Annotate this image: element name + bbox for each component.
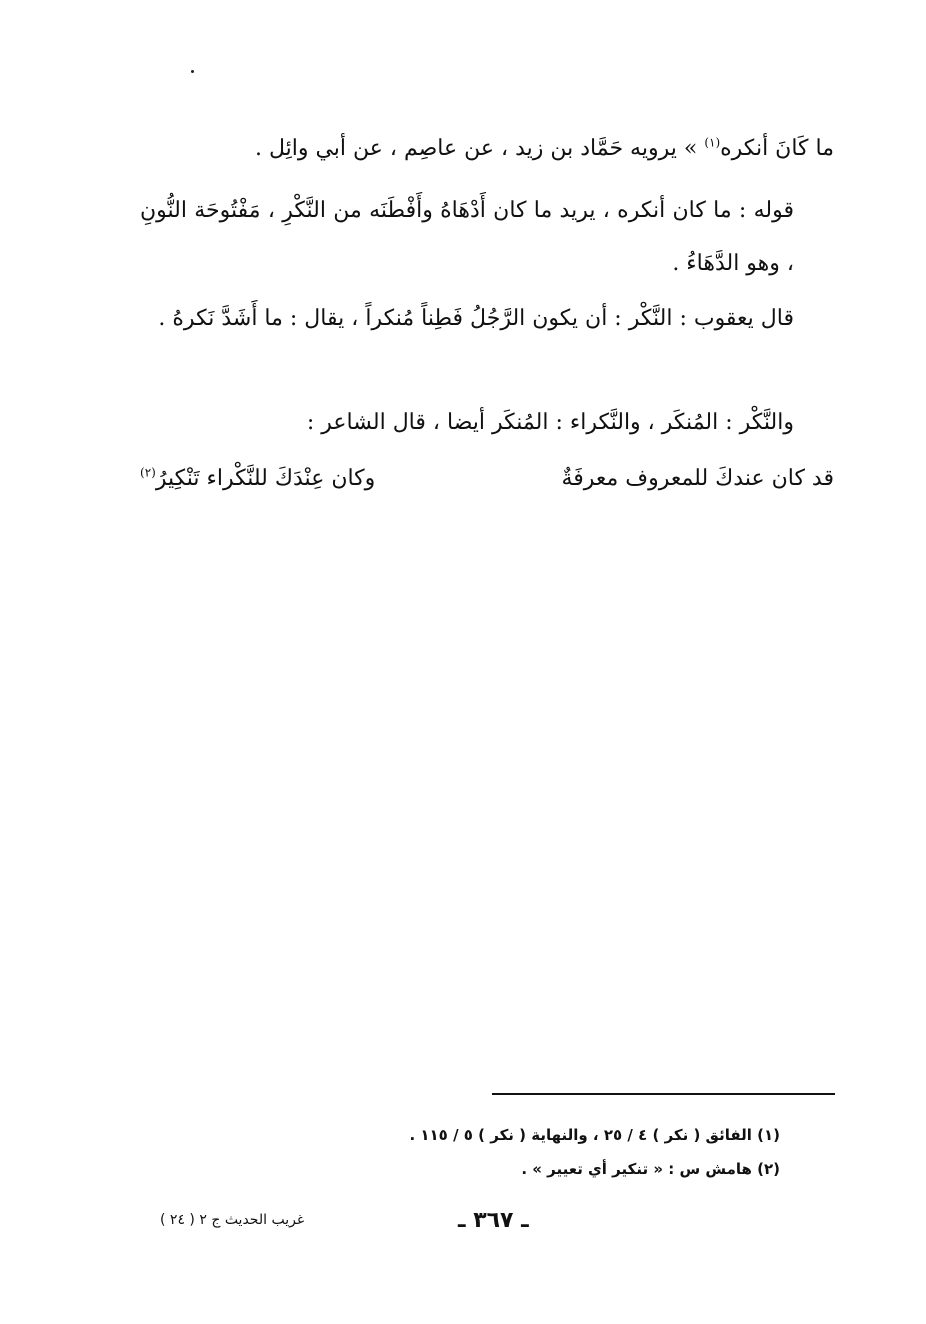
footnote-ref-1: (١) — [704, 135, 721, 150]
book-title: غريب الحديث ج ٢ ( ٢٤ ) — [160, 1212, 305, 1228]
verse-second-hemistich-text: وكان عِنْدَكَ للنَّكْراء تَنْكِيرُ — [155, 466, 376, 491]
verse-first-hemistich: قد كان عندكَ للمعروف معرفَةٌ — [561, 466, 834, 491]
paragraph-2: قوله : ما كان أنكره ، يريد ما كان أَدْهَاهُ وأَفْطَنَه من النَّكْرِ ، مَفْتُوحَة النُّونِ ، وهو الدَّهَاءُ . — [140, 198, 794, 276]
footnote-1: (١) الفائق ( نكر ) ٤ / ٢٥ ، والنهاية ( نكر ) ٥ / ١١٥ . — [409, 1126, 780, 1144]
paragraph-3: قال يعقوب : النَّكْر : أن يكون الرَّجُلُ فَطِناً مُنكراً ، يقال : ما أَشَدَّ نَكرهُ . — [158, 306, 794, 331]
footnote-2: (٢) هامش س : « تنكير أي تعيير » . — [521, 1160, 780, 1178]
paragraph-1-main: ما كَانَ أنكره — [720, 136, 834, 161]
stray-dot — [191, 70, 194, 73]
paragraph-1-rest: » يرويه حَمَّاد بن زيد ، عن عاصِم ، عن أبي وائِل . — [254, 136, 705, 161]
paragraph-1 — [140, 122, 834, 175]
footnote-ref-2: (٢) — [140, 465, 156, 480]
paragraph-4: والنَّكْر : المُنكَر ، والنَّكراء : المُنكَر أيضا ، قال الشاعر : — [306, 410, 794, 435]
footnote-separator — [492, 1093, 835, 1095]
verse-second-hemistich — [140, 452, 375, 505]
poetry-verse — [140, 452, 834, 505]
page-number: ـ ٣٦٧ ـ — [458, 1208, 529, 1233]
